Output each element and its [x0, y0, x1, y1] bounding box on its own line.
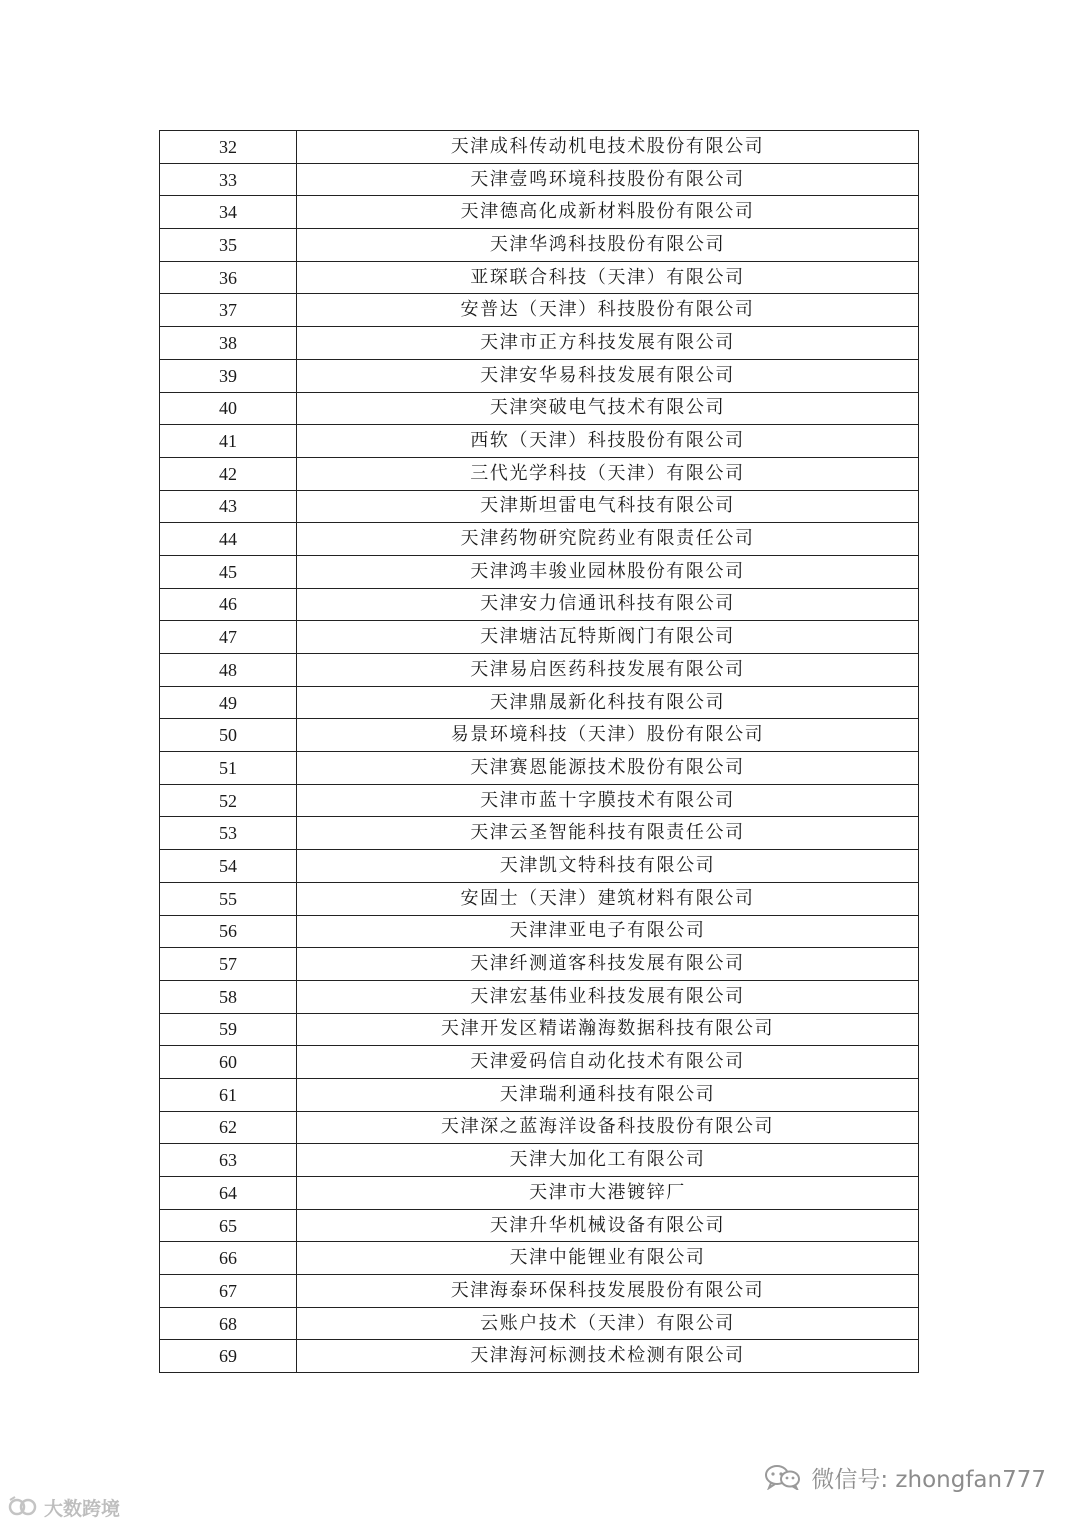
company-name-cell: 天津津亚电子有限公司 [297, 915, 919, 948]
row-number-cell: 60 [160, 1046, 297, 1079]
company-name-cell: 天津安力信通讯科技有限公司 [297, 588, 919, 621]
row-number-cell: 63 [160, 1144, 297, 1177]
company-list-table [159, 130, 919, 1373]
table-row [160, 719, 919, 752]
table-row [160, 915, 919, 948]
company-name-cell: 天津成科传动机电技术股份有限公司 [297, 131, 919, 164]
company-name-cell: 天津深之蓝海洋设备科技股份有限公司 [297, 1111, 919, 1144]
company-name-cell: 天津斯坦雷电气科技有限公司 [297, 490, 919, 523]
table-row [160, 1144, 919, 1177]
table-row [160, 1340, 919, 1373]
table-row [160, 1111, 919, 1144]
company-list-table-wrapper [159, 130, 919, 1373]
table-row [160, 654, 919, 687]
company-name-cell: 天津市蓝十字膜技术有限公司 [297, 784, 919, 817]
row-number-cell: 64 [160, 1177, 297, 1210]
company-name-cell: 天津凯文特科技有限公司 [297, 850, 919, 883]
table-row [160, 425, 919, 458]
table-row [160, 784, 919, 817]
company-name-cell: 天津爱码信自动化技术有限公司 [297, 1046, 919, 1079]
company-name-cell: 天津纤测道客科技发展有限公司 [297, 948, 919, 981]
row-number-cell: 57 [160, 948, 297, 981]
row-number-cell: 42 [160, 457, 297, 490]
table-row [160, 327, 919, 360]
company-name-cell: 天津宏基伟业科技发展有限公司 [297, 980, 919, 1013]
row-number-cell: 43 [160, 490, 297, 523]
row-number-cell: 67 [160, 1275, 297, 1308]
row-number-cell: 39 [160, 359, 297, 392]
row-number-cell: 69 [160, 1340, 297, 1373]
row-number-cell: 36 [160, 261, 297, 294]
company-name-cell: 天津药物研究院药业有限责任公司 [297, 523, 919, 556]
company-name-cell: 天津赛恩能源技术股份有限公司 [297, 752, 919, 785]
table-row [160, 882, 919, 915]
company-name-cell: 天津市大港镀锌厂 [297, 1177, 919, 1210]
row-number-cell: 51 [160, 752, 297, 785]
table-row [160, 621, 919, 654]
row-number-cell: 54 [160, 850, 297, 883]
table-row [160, 457, 919, 490]
table-row [160, 1078, 919, 1111]
row-number-cell: 61 [160, 1078, 297, 1111]
wechat-id-text: 微信号: zhongfan777 [811, 1466, 1046, 1493]
company-name-cell: 天津市正方科技发展有限公司 [297, 327, 919, 360]
company-name-cell: 天津大加化工有限公司 [297, 1144, 919, 1177]
table-row [160, 1275, 919, 1308]
row-number-cell: 56 [160, 915, 297, 948]
table-row [160, 948, 919, 981]
table-row [160, 817, 919, 850]
company-name-cell: 天津鼎晟新化科技有限公司 [297, 686, 919, 719]
wechat-watermark [763, 1462, 1046, 1492]
company-name-cell: 天津安华易科技发展有限公司 [297, 359, 919, 392]
company-name-cell: 天津瑞利通科技有限公司 [297, 1078, 919, 1111]
company-name-cell: 天津升华机械设备有限公司 [297, 1209, 919, 1242]
table-row [160, 980, 919, 1013]
table-row [160, 196, 919, 229]
row-number-cell: 59 [160, 1013, 297, 1046]
row-number-cell: 41 [160, 425, 297, 458]
table-row [160, 686, 919, 719]
company-name-cell: 天津开发区精诺瀚海数据科技有限公司 [297, 1013, 919, 1046]
table-row [160, 229, 919, 262]
row-number-cell: 45 [160, 555, 297, 588]
row-number-cell: 58 [160, 980, 297, 1013]
company-name-cell: 天津海河标测技术检测有限公司 [297, 1340, 919, 1373]
company-name-cell: 天津鸿丰骏业园林股份有限公司 [297, 555, 919, 588]
company-name-cell: 天津易启医药科技发展有限公司 [297, 654, 919, 687]
table-row [160, 490, 919, 523]
table-row [160, 1242, 919, 1275]
row-number-cell: 55 [160, 882, 297, 915]
company-name-cell: 安固士（天津）建筑材料有限公司 [297, 882, 919, 915]
table-row [160, 163, 919, 196]
row-number-cell: 65 [160, 1209, 297, 1242]
company-name-cell: 安普达（天津）科技股份有限公司 [297, 294, 919, 327]
table-row [160, 294, 919, 327]
row-number-cell: 52 [160, 784, 297, 817]
table-row [160, 523, 919, 556]
table-row [160, 1046, 919, 1079]
company-name-cell: 天津云圣智能科技有限责任公司 [297, 817, 919, 850]
company-name-cell: 天津突破电气技术有限公司 [297, 392, 919, 425]
brand-watermark [8, 1494, 120, 1520]
row-number-cell: 35 [160, 229, 297, 262]
row-number-cell: 38 [160, 327, 297, 360]
wechat-icon [763, 1464, 803, 1490]
company-name-cell: 西软（天津）科技股份有限公司 [297, 425, 919, 458]
table-row [160, 588, 919, 621]
company-name-cell: 天津海泰环保科技发展股份有限公司 [297, 1275, 919, 1308]
table-row [160, 261, 919, 294]
company-name-cell: 天津塘沽瓦特斯阀门有限公司 [297, 621, 919, 654]
table-row [160, 1177, 919, 1210]
company-name-cell: 天津德高化成新材料股份有限公司 [297, 196, 919, 229]
table-row [160, 752, 919, 785]
table-row [160, 850, 919, 883]
row-number-cell: 50 [160, 719, 297, 752]
company-name-cell: 天津中能锂业有限公司 [297, 1242, 919, 1275]
row-number-cell: 68 [160, 1307, 297, 1340]
company-name-cell: 天津华鸿科技股份有限公司 [297, 229, 919, 262]
table-row [160, 555, 919, 588]
company-name-cell: 云账户技术（天津）有限公司 [297, 1307, 919, 1340]
company-name-cell: 天津壹鸣环境科技股份有限公司 [297, 163, 919, 196]
row-number-cell: 32 [160, 131, 297, 164]
company-name-cell: 易景环境科技（天津）股份有限公司 [297, 719, 919, 752]
company-name-cell: 三代光学科技（天津）有限公司 [297, 457, 919, 490]
row-number-cell: 47 [160, 621, 297, 654]
row-number-cell: 34 [160, 196, 297, 229]
table-row [160, 131, 919, 164]
row-number-cell: 44 [160, 523, 297, 556]
row-number-cell: 62 [160, 1111, 297, 1144]
brand-text: 大数跨境 [44, 1497, 121, 1520]
table-body [160, 131, 919, 1373]
table-row [160, 359, 919, 392]
table-row [160, 1013, 919, 1046]
row-number-cell: 66 [160, 1242, 297, 1275]
brand-logo-icon [8, 1496, 38, 1518]
row-number-cell: 33 [160, 163, 297, 196]
company-name-cell: 亚琛联合科技（天津）有限公司 [297, 261, 919, 294]
table-row [160, 392, 919, 425]
table-row [160, 1307, 919, 1340]
table-row [160, 1209, 919, 1242]
row-number-cell: 37 [160, 294, 297, 327]
row-number-cell: 49 [160, 686, 297, 719]
row-number-cell: 53 [160, 817, 297, 850]
row-number-cell: 40 [160, 392, 297, 425]
row-number-cell: 46 [160, 588, 297, 621]
row-number-cell: 48 [160, 654, 297, 687]
